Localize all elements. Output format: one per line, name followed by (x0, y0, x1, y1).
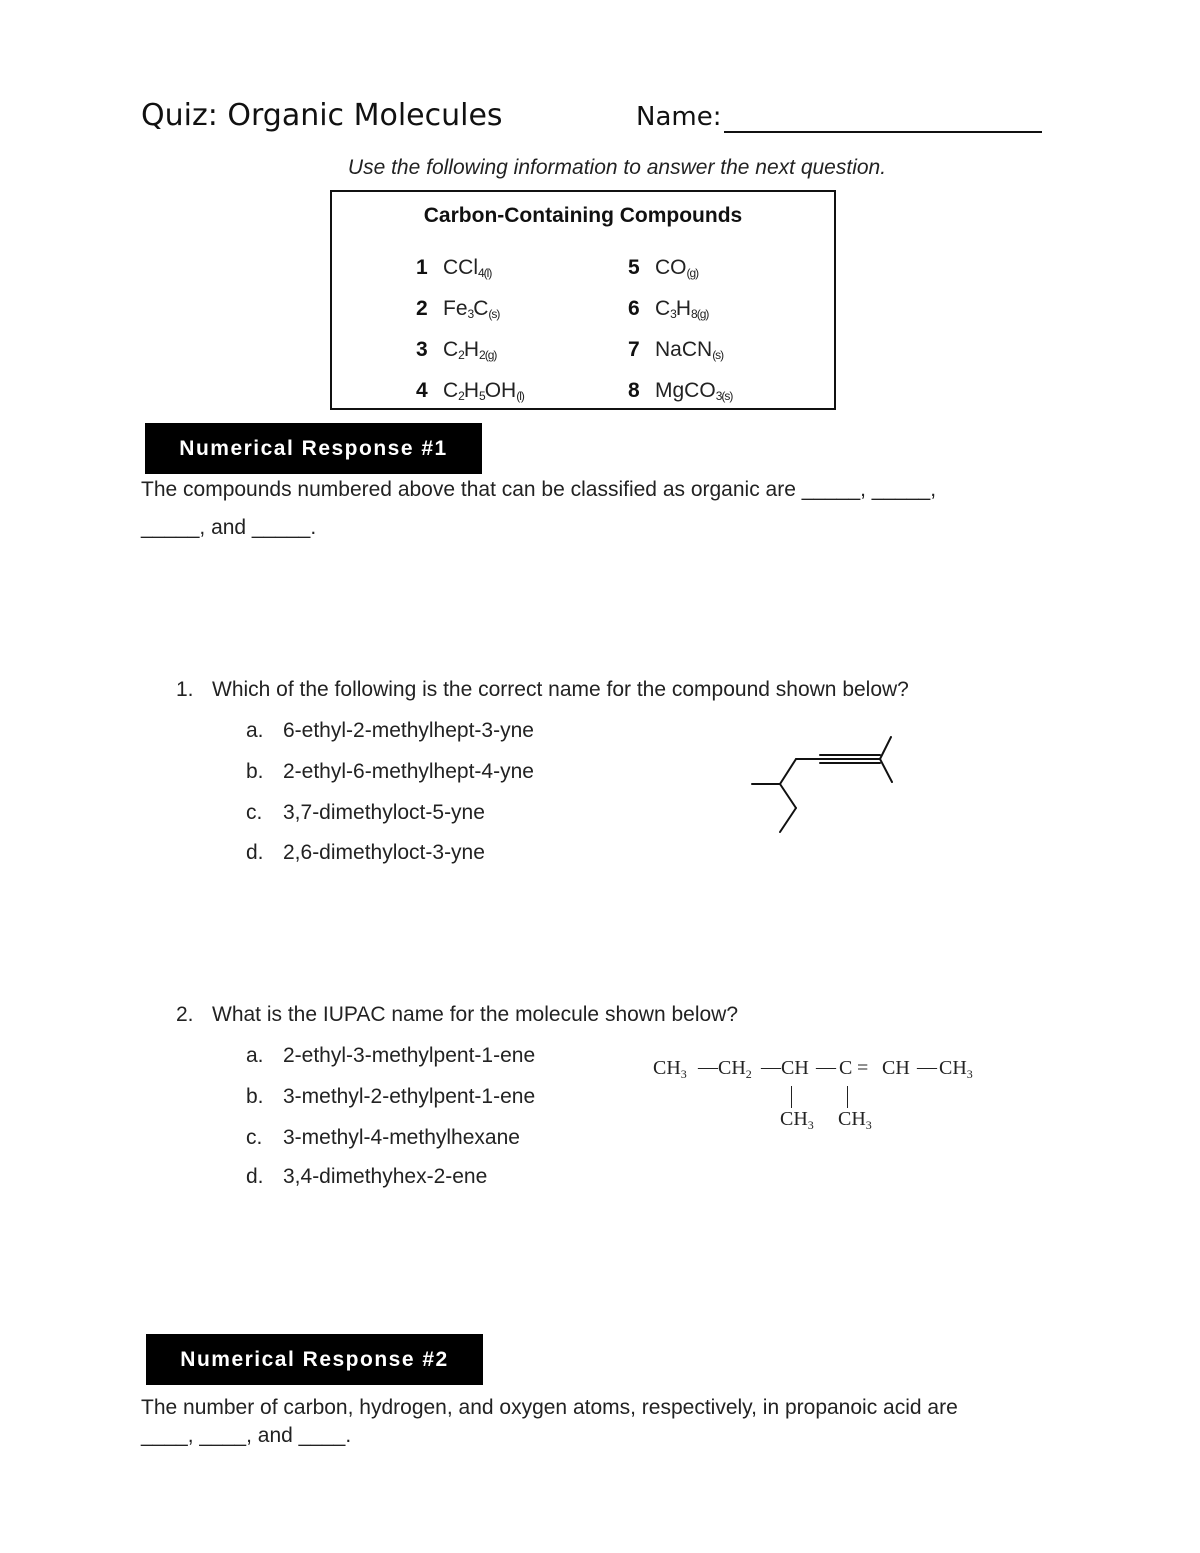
option-text: 3,4-dimethyhex-2-ene (283, 1165, 488, 1188)
compound-table (330, 190, 836, 410)
compound-item (416, 379, 524, 403)
chem-group: $CH_2$ (718, 1057, 752, 1081)
q1-option-b[interactable] (246, 760, 534, 784)
compound-number: 7 (628, 338, 640, 361)
nr1-question-line-2: _____, and _____. (141, 516, 317, 539)
q2-option-a[interactable] (246, 1044, 535, 1068)
numerical-response-2-header: Numerical Response #2 (146, 1334, 483, 1385)
chem-bond: — (698, 1056, 718, 1078)
question-text: What is the IUPAC name for the molecule shown below? (212, 1003, 739, 1026)
compound-formula: $C_2H_{2(g)}$ (443, 338, 497, 362)
option-text: 2-ethyl-6-methylhept-4-yne (283, 760, 534, 783)
instruction-text: Use the following information to answer the next question. (347, 156, 887, 179)
chem-group: $CH_3$ (653, 1057, 687, 1081)
question-text: Which of the following is the correct name for the compound shown below? (212, 678, 909, 701)
q2-option-d[interactable] (246, 1165, 487, 1189)
compound-table-title: Carbon-Containing Compounds (423, 204, 743, 227)
compound-formula: $C_3H_{8(g)}$ (655, 297, 709, 321)
compound-item (416, 256, 491, 280)
compound-item (628, 297, 708, 321)
chem-branch: $CH_3$ (780, 1108, 814, 1132)
compound-number: 3 (416, 338, 428, 361)
compound-item (628, 379, 732, 403)
option-text: 2,6-dimethyloct-3-yne (283, 841, 485, 864)
option-text: 2-ethyl-3-methylpent-1-ene (283, 1044, 536, 1067)
option-text: 3,7-dimethyloct-5-yne (283, 801, 485, 824)
chem-group: $CH_3$ (939, 1057, 973, 1081)
name-blank-line[interactable] (724, 131, 1042, 133)
compound-formula: $Fe_3C_{(s)}$ (443, 297, 500, 321)
q1-option-c[interactable] (246, 801, 485, 825)
option-text: 6-ethyl-2-methylhept-3-yne (283, 719, 534, 742)
option-letter: d. (246, 1165, 264, 1188)
compound-number: 6 (628, 297, 640, 320)
compound-item (416, 338, 496, 362)
option-letter: b. (246, 1085, 264, 1108)
option-text: 3-methyl-4-methylhexane (283, 1126, 520, 1149)
compound-number: 5 (628, 256, 640, 279)
chem-group: C (839, 1057, 853, 1079)
compound-number: 4 (416, 379, 428, 402)
question-number: 2. (176, 1003, 194, 1026)
chem-double-bond: = (857, 1057, 869, 1079)
compound-formula: NaCN$_{(s)}$ (655, 338, 724, 362)
nr2-question-line-2: ____, ____, and ____. (141, 1424, 352, 1447)
chem-bond: — (761, 1056, 781, 1078)
option-letter: b. (246, 760, 264, 783)
alkyne-skeletal-structure (740, 725, 910, 840)
compound-number: 1 (416, 256, 428, 279)
compound-item (628, 338, 723, 362)
compound-formula: $CO_{(g)}$ (655, 256, 699, 280)
option-letter: a. (246, 719, 264, 742)
chem-group: CH (781, 1057, 809, 1079)
question-1 (176, 678, 909, 702)
compound-formula: $C_2H_5OH_{(l)}$ (443, 379, 524, 403)
chem-bond: — (917, 1056, 937, 1078)
chem-vertical-bond (847, 1086, 848, 1108)
chem-branch: $CH_3$ (838, 1108, 872, 1132)
question-2 (176, 1003, 738, 1027)
option-letter: d. (246, 841, 264, 864)
option-text: 3-methyl-2-ethylpent-1-ene (283, 1085, 536, 1108)
compound-formula: CCl$_{4(l)}$ (443, 256, 492, 280)
alkene-condensed-structure (650, 1050, 990, 1140)
compound-formula: MgCO$_{3(s)}$ (655, 379, 733, 403)
q2-option-c[interactable] (246, 1126, 520, 1150)
option-letter: c. (246, 1126, 263, 1149)
chem-bond: — (816, 1056, 836, 1078)
q1-option-a[interactable] (246, 719, 534, 743)
nr2-question-line-1: The number of carbon, hydrogen, and oxygen atoms, respectively, in propanoic acid are (141, 1396, 958, 1419)
compound-item (628, 256, 698, 280)
compound-number: 2 (416, 297, 428, 320)
q1-option-d[interactable] (246, 841, 485, 865)
chem-group: CH (882, 1057, 910, 1079)
name-label: Name: (636, 102, 722, 132)
question-number: 1. (176, 678, 194, 701)
numerical-response-1-header: Numerical Response #1 (145, 423, 482, 474)
quiz-title: Quiz: Organic Molecules (141, 98, 503, 133)
option-letter: a. (246, 1044, 264, 1067)
q2-option-b[interactable] (246, 1085, 535, 1109)
chem-vertical-bond (791, 1086, 792, 1108)
compound-number: 8 (628, 379, 640, 402)
compound-item (416, 297, 499, 321)
option-letter: c. (246, 801, 263, 824)
nr1-question-line-1: The compounds numbered above that can be classified as organic are _____, _____, (141, 478, 937, 501)
